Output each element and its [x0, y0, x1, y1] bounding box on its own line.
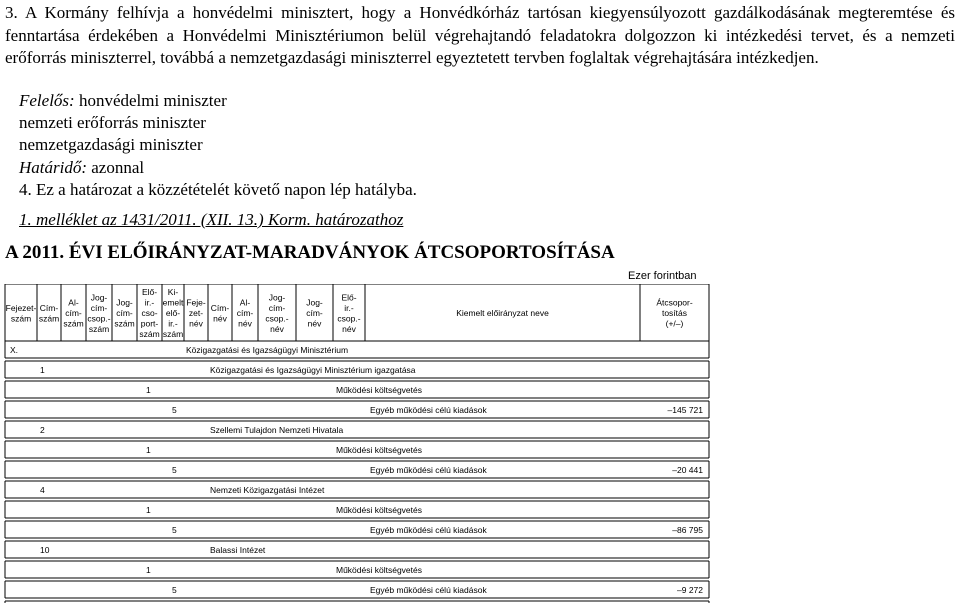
row-name: Működési költségvetés — [336, 445, 422, 455]
header-label: cím- — [236, 308, 254, 318]
header-label: szám — [139, 329, 160, 339]
header-label: csop.- — [337, 313, 361, 324]
row-number: 2 — [40, 425, 45, 435]
row-number: X. — [10, 345, 19, 355]
deadline-line — [19, 157, 144, 179]
unit-label: Ezer forintban — [628, 270, 697, 282]
responsible-minister-2: nemzeti erőforrás miniszter — [19, 113, 206, 132]
annex-title: 1. melléklet az 1431/2011. (XII. 13.) Korm. határozathoz — [19, 210, 404, 229]
header-label: Feje- — [186, 297, 206, 308]
row-number: 1 — [146, 505, 151, 515]
row-number: 5 — [172, 585, 177, 595]
deadline-label: Határidő: — [19, 158, 87, 177]
header-label: Jog- — [116, 297, 133, 308]
header-label: cím- — [65, 308, 82, 318]
header-label: (+/–) — [665, 318, 684, 329]
row-number: 5 — [172, 465, 177, 475]
row-number: 5 — [172, 525, 177, 535]
row-number: 10 — [40, 545, 50, 555]
row-amount: –86 795 — [672, 525, 703, 535]
header-label: emelt — [162, 297, 184, 308]
row-name: Közigazgatási és Igazságügyi Minisztérium — [186, 345, 349, 355]
row-name: Egyéb működési célú kiadások — [370, 465, 487, 475]
header-label: szám — [10, 313, 32, 324]
header-label: elő- — [165, 308, 181, 318]
row-amount: –145 721 — [667, 405, 703, 415]
header-label: ir.- — [144, 297, 155, 308]
header-label: Kiemelt előirányzat neve — [456, 308, 549, 318]
row-name: Működési költségvetés — [336, 565, 422, 575]
row-number: 1 — [146, 385, 151, 395]
header-label: tosítás — [661, 308, 688, 318]
row-number: 1 — [146, 565, 151, 575]
header-label: csop.- — [87, 313, 111, 324]
header-label: Átcsopor- — [656, 297, 693, 308]
header-label: név — [189, 318, 203, 329]
header-label: Cím- — [210, 302, 230, 313]
responsible-label: Felelős: — [19, 91, 75, 110]
row-name: Balassi Intézet — [210, 545, 266, 555]
header-label: név — [213, 313, 227, 324]
header-label: szám — [162, 329, 184, 339]
header-label: szám — [114, 318, 135, 329]
header-label: Ki- — [167, 287, 179, 297]
regrouping-table — [0, 284, 960, 603]
row-name: Szellemi Tulajdon Nemzeti Hivatala — [210, 425, 344, 435]
row-name: Működési költségvetés — [336, 385, 422, 395]
deadline-value: azonnal — [91, 158, 145, 177]
header-label: szám — [88, 323, 110, 334]
row-name: Közigazgatási és Igazságügyi Minisztérium igazgatása — [210, 365, 416, 375]
header-label: csop.- — [265, 313, 289, 324]
row-name: Egyéb működési célú kiadások — [370, 405, 487, 415]
header-label: zet- — [188, 308, 204, 318]
row-name: Működési költségvetés — [336, 505, 422, 515]
row-name: Egyéb működési célú kiadások — [370, 585, 487, 595]
header-label: cím- — [90, 302, 108, 313]
paragraph-3: 3. A Kormány felhívja a honvédelmi minisztert, hogy a Honvédkórház tartósan kiegyensúlyozott gazdálkodásának megteremtése és fenntartása érdekében a Honvédelmi Minisztériumon belül végrehajtandó feladatokra dolgozzon ki intézkedési tervet, és a nemzeti erőforrás miniszterrel, továbbá a nemzetgazdasági miniszterrel egyeztetett tervben foglaltak végrehajtására intézkedjen. — [5, 3, 955, 68]
header-label: név — [307, 318, 322, 329]
header-label: ir.- — [168, 318, 178, 329]
header-label: Fejezet- — [5, 302, 37, 313]
header-label: cso- — [141, 308, 158, 318]
paragraph-4: 4. Ez a határozat a közzétételét követő napon lép hatályba. — [19, 180, 417, 199]
header-label: port- — [140, 318, 159, 329]
header-label: Al- — [239, 297, 251, 308]
responsible-line — [19, 90, 227, 112]
header-label: név — [342, 323, 356, 334]
header-label: Jog- — [268, 292, 286, 303]
header-label: szám — [38, 313, 60, 324]
header-label: szám — [63, 318, 84, 329]
header-label: név — [238, 318, 252, 329]
row-number: 5 — [172, 405, 177, 415]
header-label: Jog- — [90, 292, 108, 303]
row-number: 1 — [40, 365, 45, 375]
header-label: Elő- — [341, 292, 357, 303]
row-number: 1 — [146, 445, 151, 455]
header-label: Jog- — [306, 297, 323, 308]
row-amount: –20 441 — [672, 465, 703, 475]
header-label: Elő- — [141, 287, 158, 297]
responsible-minister-3: nemzetgazdasági miniszter — [19, 135, 203, 154]
responsible-minister-1: honvédelmi miniszter — [78, 91, 227, 110]
header-label: cím- — [116, 308, 133, 318]
header-label: cím- — [268, 302, 286, 313]
header-label: név — [270, 323, 284, 334]
annex-heading: A 2011. ÉVI ELŐIRÁNYZAT-MARADVÁNYOK ÁTCSOPORTOSÍTÁSA — [5, 242, 615, 263]
header-label: cím- — [306, 308, 323, 318]
header-label: ir.- — [344, 302, 354, 313]
header-label: Cím- — [39, 302, 59, 313]
row-amount: –9 272 — [677, 585, 703, 595]
row-number: 4 — [40, 485, 45, 495]
header-label: Al- — [68, 297, 79, 308]
row-name: Egyéb működési célú kiadások — [370, 525, 487, 535]
row-name: Nemzeti Közigazgatási Intézet — [210, 485, 325, 495]
